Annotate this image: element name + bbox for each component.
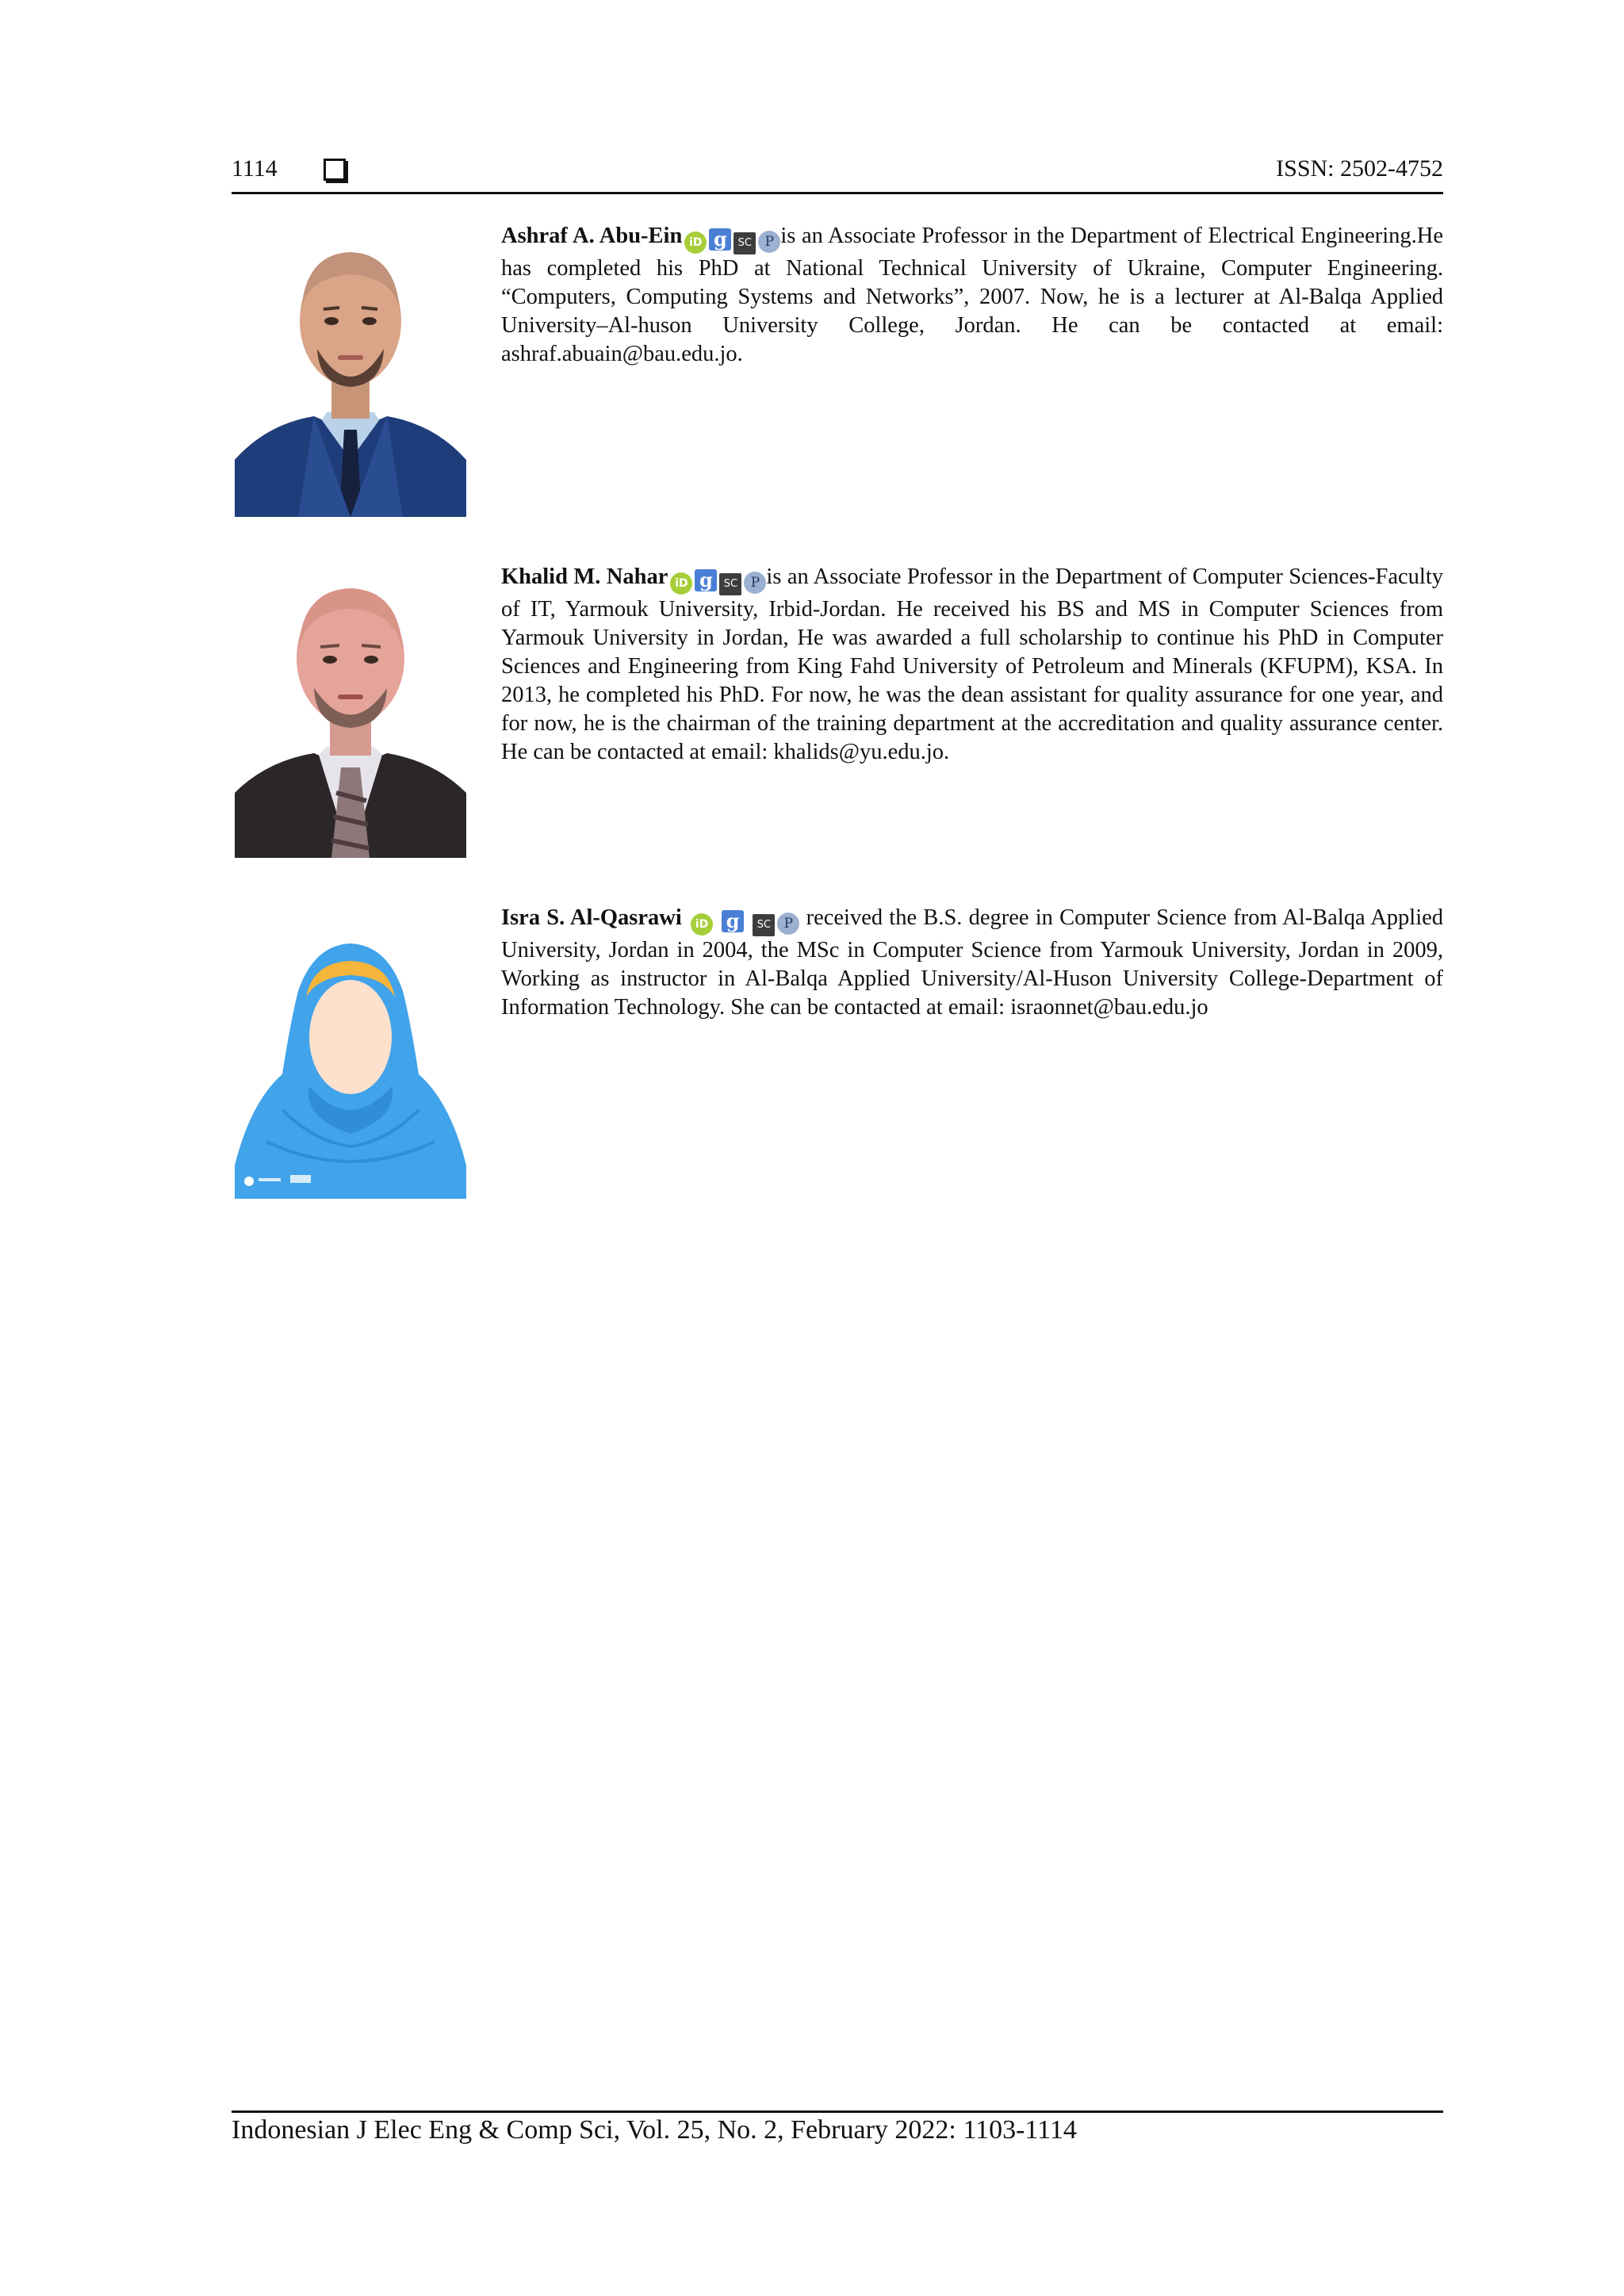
bio-text-2 — [501, 563, 1443, 767]
scopus-icon[interactable]: SC — [733, 232, 756, 254]
publons-icon[interactable]: P — [758, 231, 780, 253]
author-name: Ashraf A. Abu-Ein — [501, 224, 683, 248]
author-name: Khalid M. Nahar — [501, 564, 668, 589]
profile-badges — [682, 224, 780, 251]
issn: ISSN: 2502-4752 — [1276, 155, 1443, 182]
author-photo-1 — [235, 222, 466, 517]
google-scholar-icon[interactable]: g — [709, 228, 731, 251]
publons-icon[interactable]: P — [744, 572, 766, 594]
bio-description: received the B.S. degree in Computer Science from Al-Balqa Applied University, Jordan in 2004, the MSc in Computer Science from Yarmouk University, Jordan in 2009, Working as instructor in Al-Balqa Applied University/Al-Huson University College-Department of Information Technology. She can be contacted at email: israonnet@bau.edu.jo — [501, 905, 1444, 1020]
page-header — [232, 155, 1443, 195]
author-photo-2 — [235, 563, 466, 858]
profile-badges — [668, 564, 766, 589]
journal-citation: Indonesian J Elec Eng & Comp Sci, Vol. 25, No. 2, February 2022: 1103-1114 — [232, 2115, 1077, 2145]
bio-description: is an Associate Professor in the Department of Computer Sciences-Faculty of IT, Yarmouk University, Irbid-Jordan. He received his BS and MS in Computer Sciences from Yarmouk University in Jordan, He was awarded a full scholarship to continue his PhD in Computer Sciences and Engineering from King Fahd University of Petroleum and Minerals (KFUPM), KSA. In 2013, he completed his PhD. For now, he was the dean assistant for quality assurance for one year, and for now, he is the chairman of the training department at the accreditation and quality assurance center. He can be contacted at email: khalids@yu.edu.jo. — [501, 564, 1443, 764]
google-scholar-icon[interactable]: g — [722, 910, 744, 932]
footer-rule — [232, 2110, 1443, 2113]
header-rule — [232, 192, 1443, 194]
profile-badges — [688, 905, 799, 930]
author-photo-3 — [235, 904, 466, 1199]
bio-text-3 — [501, 904, 1443, 1022]
page-number: 1114 — [232, 155, 278, 182]
square-bullet-icon — [324, 159, 346, 181]
publons-icon[interactable]: P — [777, 913, 799, 935]
orcid-icon[interactable]: iD — [684, 232, 707, 254]
scopus-icon[interactable]: SC — [719, 573, 741, 595]
scopus-icon[interactable]: SC — [753, 914, 775, 936]
orcid-icon[interactable]: iD — [670, 572, 692, 595]
google-scholar-icon[interactable]: g — [695, 569, 717, 591]
bio-description: is an Associate Professor in the Department of Electrical Engineering.He has completed his PhD at National Technical University of Ukraine, Computer Engineering. “Computers, Computing Systems and Networks”, 2007. Now, he is a lecturer at Al-Balqa Applied University–Al-huson University College, Jordan. He can be contacted at email: ashraf.abuain@bau.edu.jo. — [501, 224, 1444, 366]
bio-text-1 — [501, 222, 1443, 369]
author-name: Isra S. Al-Qasrawi — [501, 905, 682, 930]
orcid-icon[interactable]: iD — [691, 913, 713, 936]
